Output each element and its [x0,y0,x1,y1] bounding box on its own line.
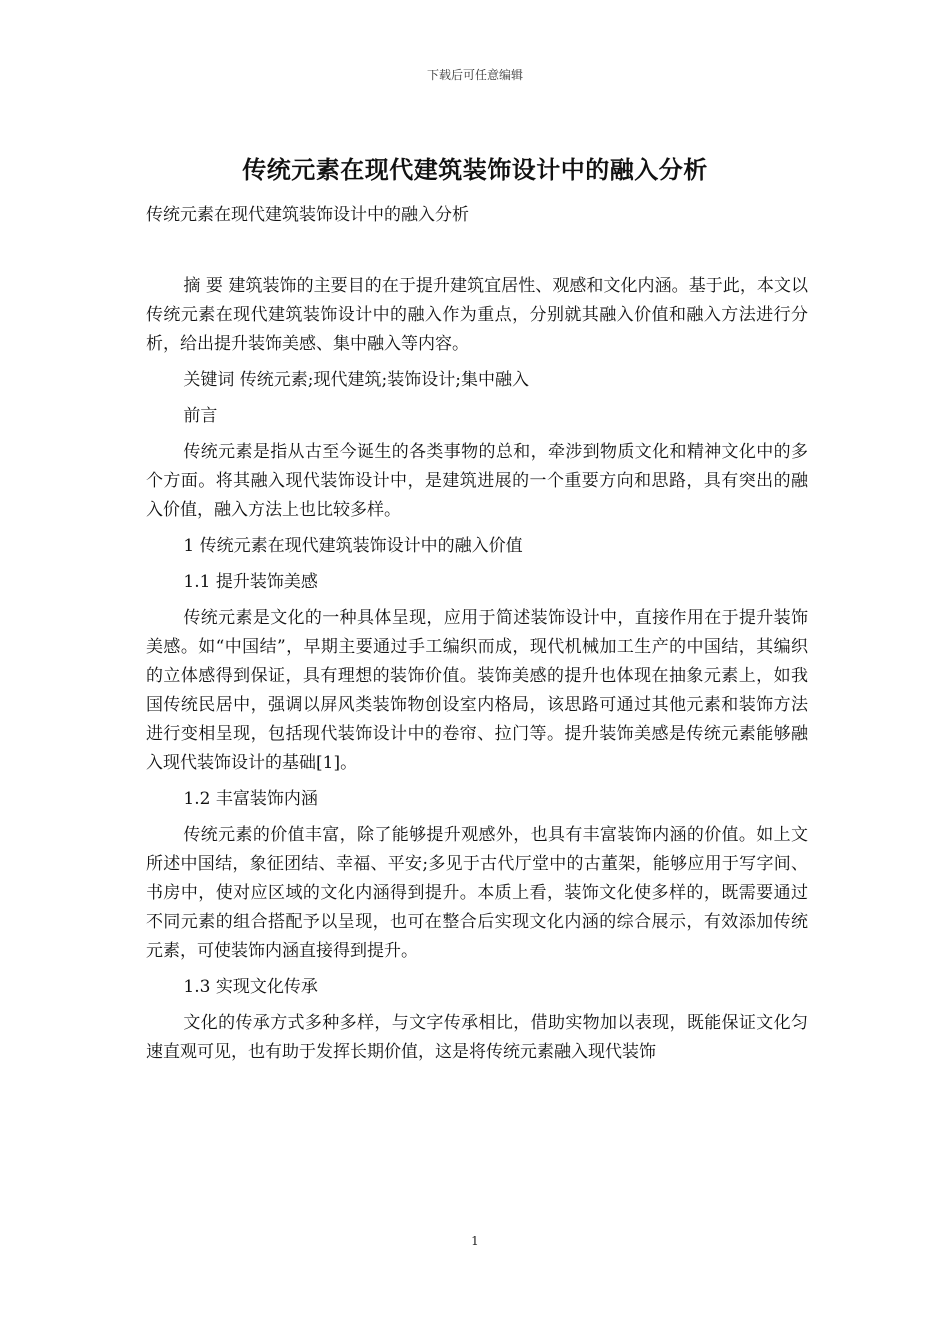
header-note: 下载后可任意编辑 [426,68,523,82]
paragraph-1-2: 传统元素的价值丰富，除了能够提升观感外，也具有丰富装饰内涵的价值。如上文所述中国结，象征团结、幸福、平安;多见于古代厅堂中的古董架，能够应用于写字间、书房中，使对应区域的文化内涵得到提升。本质上看，装饰文化使多样的，既需要通过不同元素的组合搭配予以呈现，也可在整合后实现文化内涵的综合展示，有效添加传统元素，可使装饰内涵直接得到提升。 [146,825,808,961]
document-body [146,272,808,1074]
page-number: 1 [471,1234,479,1248]
subsection-heading-1-3: 1.3 实现文化传承 [183,977,318,997]
document-title: 传统元素在现代建筑装饰设计中的融入分析 [242,156,708,184]
subsection-heading-1-2: 1.2 丰富装饰内涵 [183,789,318,809]
paragraph-1-1: 传统元素是文化的一种具体呈现，应用于简述装饰设计中，直接作用在于提升装饰美感。如“中国结”，早期主要通过手工编织而成，现代机械加工生产的中国结，其编织的立体感得到保证，具有理想的装饰价值。装饰美感的提升也体现在抽象元素上，如我国传统民居中，强调以屏风类装饰物创设室内格局，该思路可通过其他元素和装饰方法进行变相呈现，包括现代装饰设计中的卷帘、拉门等。提升装饰美感是传统元素能够融入现代装饰设计的基础[1]。 [146,608,808,773]
keywords-line: 关键词 传统元素;现代建筑;装饰设计;集中融入 [183,370,529,390]
section-heading-1: 1 传统元素在现代建筑装饰设计中的融入价值 [183,536,523,556]
subsection-heading-1-1: 1.1 提升装饰美感 [183,572,318,592]
preface-heading: 前言 [183,406,218,426]
preface-paragraph: 传统元素是指从古至今诞生的各类事物的总和，牵涉到物质文化和精神文化中的多个方面。将其融入现代装饰设计中，是建筑进展的一个重要方向和思路，具有突出的融入价值，融入方法上也比较多样。 [146,442,808,520]
paragraph-1-3: 文化的传承方式多种多样，与文字传承相比，借助实物加以表现，既能保证文化匀速直观可见，也有助于发挥长期价值，这是将传统元素融入现代装饰 [146,1013,808,1062]
document-subtitle: 传统元素在现代建筑装饰设计中的融入分析 [146,205,469,225]
abstract-paragraph: 摘 要 建筑装饰的主要目的在于提升建筑宜居性、观感和文化内涵。基于此，本文以传统元素在现代建筑装饰设计中的融入作为重点，分别就其融入价值和融入方法进行分析，给出提升装饰美感、集中融入等内容。 [146,276,808,354]
